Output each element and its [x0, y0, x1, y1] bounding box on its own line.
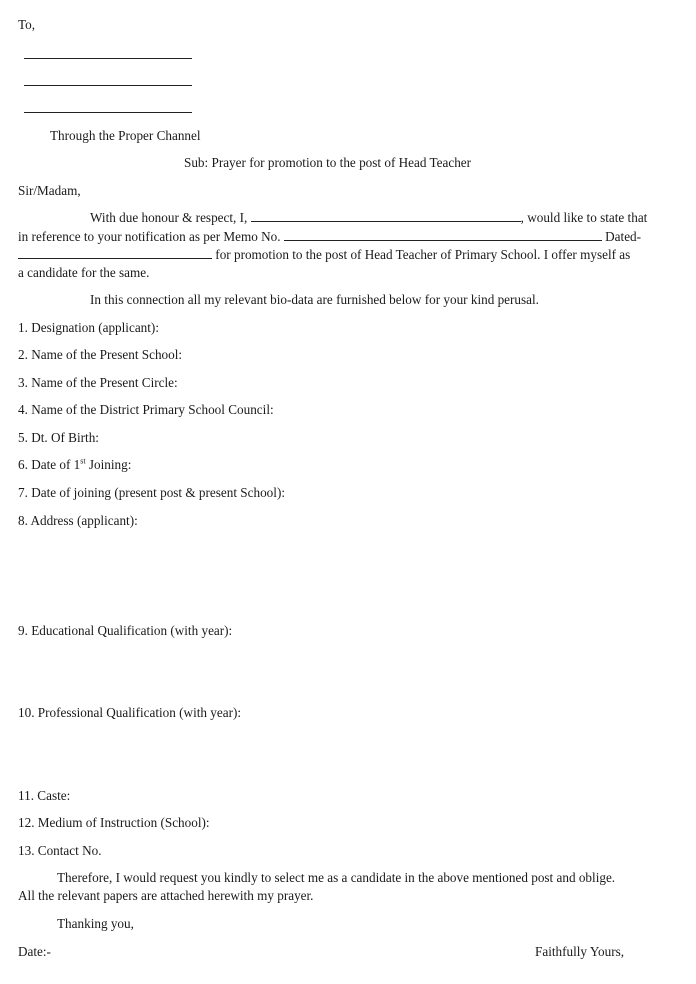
intro-text-1: With due honour & respect, I,	[90, 210, 248, 225]
biodata-intro: In this connection all my relevant bio-data are furnished below for your kind perusal.	[90, 292, 539, 307]
date-blank	[18, 246, 212, 259]
closing-line-2: All the relevant papers are attached herewith my prayer.	[18, 888, 314, 903]
intro-text-6: a candidate for the same.	[18, 265, 150, 280]
field-district-council: 4. Name of the District Primary School Council:	[18, 402, 274, 417]
field-caste: 11. Caste:	[18, 788, 71, 803]
intro-text-2: , would like to state that	[520, 210, 648, 225]
field-date-of-birth: 5. Dt. Of Birth:	[18, 430, 99, 445]
address-line-3	[24, 112, 192, 113]
field-educational-qualification: 9. Educational Qualification (with year):	[18, 623, 233, 638]
intro-text-3: in reference to your notification as per Memo No.	[18, 229, 281, 244]
intro-paragraph-line-3	[18, 246, 630, 264]
channel-line: Through the Proper Channel	[50, 128, 201, 143]
field-contact-number: 13. Contact No.	[18, 843, 102, 858]
intro-paragraph-line-2	[18, 228, 641, 246]
to-label: To,	[18, 17, 36, 32]
field-first-joining-suffix: Joining:	[85, 457, 132, 472]
address-line-1	[24, 58, 192, 59]
field-medium-of-instruction: 12. Medium of Instruction (School):	[18, 815, 210, 830]
field-address: 8. Address (applicant):	[18, 513, 138, 528]
field-designation: 1. Designation (applicant):	[18, 320, 159, 335]
memo-number-blank	[284, 228, 602, 241]
field-first-joining-prefix: 6. Date of 1	[18, 457, 81, 472]
intro-text-5: for promotion to the post of Head Teacher of Primary School. I offer myself as	[215, 247, 631, 262]
date-label: Date:-	[18, 944, 51, 959]
field-first-joining	[18, 456, 131, 474]
intro-text-4: Dated-	[605, 229, 642, 244]
field-present-circle: 3. Name of the Present Circle:	[18, 375, 178, 390]
subject-line: Sub: Prayer for promotion to the post of Head Teacher	[184, 155, 472, 170]
thanks-line: Thanking you,	[57, 916, 134, 931]
field-present-school: 2. Name of the Present School:	[18, 347, 183, 362]
signoff: Faithfully Yours,	[535, 944, 625, 959]
field-present-joining: 7. Date of joining (present post & present School):	[18, 485, 285, 500]
field-professional-qualification: 10. Professional Qualification (with year):	[18, 705, 242, 720]
field-first-joining-sup: st	[80, 456, 86, 466]
salutation: Sir/Madam,	[18, 183, 81, 198]
closing-line-1: Therefore, I would request you kindly to select me as a candidate in the above mentioned post and oblige.	[57, 870, 616, 885]
address-line-2	[24, 85, 192, 86]
applicant-name-blank	[251, 209, 521, 222]
intro-paragraph-line-1	[90, 209, 647, 227]
